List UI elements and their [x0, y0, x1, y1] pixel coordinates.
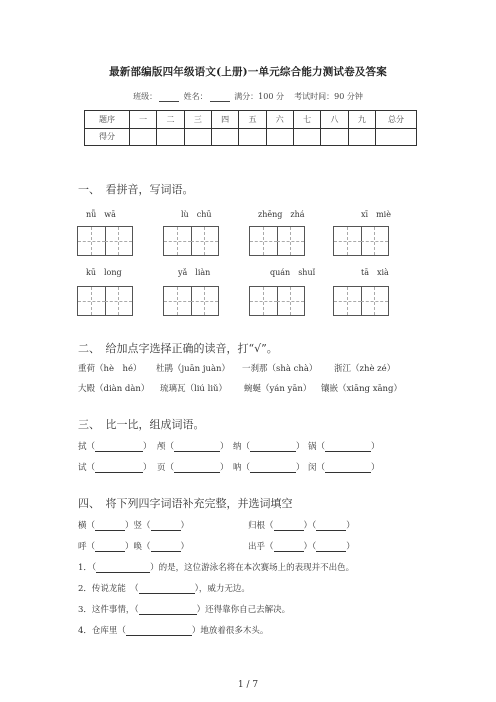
idiom-text: ）（	[303, 521, 317, 531]
reading-option[interactable]: 重荷（hè hé）	[78, 364, 142, 374]
pinyin-label: quán shuǐ	[270, 268, 316, 277]
reading-option[interactable]: 琉璃瓦（liú liǔ）	[160, 384, 228, 394]
score-cell[interactable]	[348, 128, 375, 146]
pinyin-label: kū long	[86, 268, 122, 277]
close-paren: ）	[371, 442, 380, 452]
score-cell[interactable]	[266, 128, 293, 146]
fill-question-3	[78, 603, 290, 615]
idiom-item	[78, 519, 189, 531]
pinyin-label: lù chū	[181, 210, 212, 219]
score-header-cell: 一	[130, 111, 157, 129]
answer-blank[interactable]	[250, 442, 296, 452]
pinyin-label: tā xià	[361, 268, 389, 277]
score-cell[interactable]	[157, 128, 184, 146]
answer-blank[interactable]	[316, 542, 346, 552]
answer-blank[interactable]	[95, 463, 143, 473]
compare-char: 闵（	[308, 463, 326, 473]
answer-blank[interactable]	[95, 442, 143, 452]
pinyin-label: nǚ wā	[86, 210, 116, 219]
score-cell[interactable]	[130, 128, 157, 146]
idiom-text: ）	[346, 542, 355, 552]
tianzi-grid[interactable]	[333, 226, 389, 256]
score-header-cell: 题序	[85, 111, 130, 129]
tianzi-grid[interactable]	[77, 226, 133, 256]
idiom-text: ）唤（	[125, 542, 151, 552]
tianzi-grid[interactable]	[249, 286, 305, 316]
answer-blank[interactable]	[151, 542, 181, 552]
compare-item	[233, 440, 305, 452]
answer-blank[interactable]	[250, 463, 296, 473]
tianzi-grid[interactable]	[163, 226, 219, 256]
fill-question-4	[78, 624, 268, 636]
score-cell[interactable]	[293, 128, 320, 146]
pinyin-label: zhēng zhá	[258, 210, 305, 219]
section2-heading: 二、 给加点字选择正确的读音，打“√”。	[78, 342, 278, 355]
question-text: ）的是，这位游泳名将在本次赛场上的表现并不出色。	[150, 563, 355, 573]
close-paren: ）	[296, 442, 305, 452]
reading-option[interactable]: 蜿蜒（yán yān）	[244, 384, 312, 394]
idiom-text: 出乎（	[248, 542, 274, 552]
compare-char: 呐（	[233, 463, 251, 473]
compare-item	[78, 461, 152, 473]
score-header-cell: 四	[211, 111, 238, 129]
tianzi-grid[interactable]	[249, 226, 305, 256]
compare-item	[157, 440, 229, 452]
answer-blank[interactable]	[325, 463, 371, 473]
score-table-header	[85, 111, 417, 129]
idiom-item	[248, 519, 355, 531]
score-header-cell: 七	[293, 111, 320, 129]
tianzi-grid[interactable]	[77, 286, 133, 316]
compare-item	[157, 461, 229, 473]
score-cell[interactable]	[376, 128, 417, 146]
reading-option[interactable]: 大殿（diàn dàn）	[78, 384, 150, 394]
close-paren: ）	[371, 463, 380, 473]
question-text: ）还得靠你自己去解决。	[196, 605, 291, 615]
close-paren: ）	[220, 442, 229, 452]
section3-heading: 三、 比一比，组成词语。	[78, 418, 205, 431]
section4-heading: 四、 将下列四字词语补充完整，并选词填空	[78, 497, 293, 510]
section1-heading: 一、 看拼音，写词语。	[78, 183, 194, 196]
exam-time: 考试时间：90 分钟	[294, 92, 363, 101]
answer-blank[interactable]	[126, 626, 192, 636]
name-label: 姓名：	[183, 92, 208, 101]
idiom-text: ）	[180, 542, 190, 552]
idiom-text: 归根（	[248, 521, 274, 531]
compare-item	[308, 461, 380, 473]
answer-blank[interactable]	[139, 605, 197, 615]
close-paren: ）	[220, 463, 229, 473]
score-header-cell: 八	[321, 111, 348, 129]
score-header-cell: 三	[184, 111, 211, 129]
compare-item	[308, 440, 380, 452]
score-header-cell: 九	[348, 111, 375, 129]
close-paren: ）	[143, 442, 152, 452]
answer-blank[interactable]	[325, 442, 371, 452]
answer-blank[interactable]	[95, 521, 125, 531]
answer-blank[interactable]	[139, 584, 195, 594]
compare-char: 纳（	[233, 442, 251, 452]
close-paren: ）	[296, 463, 305, 473]
tianzi-grid[interactable]	[163, 286, 219, 316]
reading-option[interactable]: 一刹那（shà chà）	[242, 364, 318, 374]
score-cell[interactable]	[184, 128, 211, 146]
reading-option[interactable]: 浙江（zhè zé）	[334, 364, 396, 374]
idiom-item	[248, 540, 355, 552]
score-table-row	[85, 128, 417, 146]
class-label: 班级：	[133, 92, 158, 101]
answer-blank[interactable]	[174, 442, 220, 452]
idiom-text: ）	[346, 521, 355, 531]
document-title: 最新部编版四年级语文(上册)一单元综合能力测试卷及答案	[109, 66, 387, 78]
reading-option[interactable]: 镶嵌（xiāng xāng）	[321, 384, 402, 394]
score-header-cell: 二	[157, 111, 184, 129]
score-table	[84, 110, 417, 146]
full-score: 满分：100 分	[234, 92, 284, 101]
compare-item	[78, 440, 152, 452]
idiom-item	[78, 540, 189, 552]
fill-question-1	[78, 561, 354, 573]
answer-blank[interactable]	[96, 563, 150, 573]
score-header-cell: 总分	[376, 111, 417, 129]
pinyin-label: xī miè	[361, 210, 391, 219]
idiom-text: ）竖（	[125, 521, 151, 531]
score-cell[interactable]	[211, 128, 238, 146]
idiom-text: ）（	[303, 542, 317, 552]
compare-char: 拭（	[78, 442, 96, 452]
answer-blank[interactable]	[274, 542, 304, 552]
answer-blank[interactable]	[274, 521, 304, 531]
score-row-label: 得分	[85, 128, 130, 146]
fill-question-2	[78, 582, 250, 594]
score-header-cell: 五	[239, 111, 266, 129]
question-text: 1．（	[78, 563, 97, 573]
question-text: ）地放着很多木头。	[191, 626, 269, 636]
idiom-text: ）	[180, 521, 190, 531]
compare-char: 锅（	[308, 442, 326, 452]
answer-blank[interactable]	[95, 542, 125, 552]
compare-char: 页（	[157, 463, 175, 473]
compare-char: 颅（	[157, 442, 175, 452]
class-blank	[159, 93, 179, 102]
score-cell[interactable]	[239, 128, 266, 146]
pinyin-label: yǎ liàn	[178, 268, 211, 277]
answer-blank[interactable]	[151, 521, 181, 531]
exam-info	[0, 91, 496, 102]
answer-blank[interactable]	[316, 521, 346, 531]
reading-option[interactable]: 杜鹃（juān juàn）	[156, 364, 231, 374]
question-text: 2．传说龙能 （	[78, 584, 139, 594]
score-header-cell: 六	[266, 111, 293, 129]
compare-char: 试（	[78, 463, 96, 473]
question-text: ），威力无边。	[194, 584, 250, 594]
question-text: 4．仓库里（	[78, 626, 126, 636]
answer-blank[interactable]	[174, 463, 220, 473]
idiom-text: 呼（	[78, 542, 96, 552]
close-paren: ）	[143, 463, 152, 473]
idiom-text: 横（	[78, 521, 96, 531]
tianzi-grid[interactable]	[333, 286, 389, 316]
page-number: 1 / 7	[237, 680, 259, 690]
question-text: 3．这件事情，（	[78, 605, 139, 615]
score-cell[interactable]	[321, 128, 348, 146]
compare-item	[233, 461, 305, 473]
name-blank	[210, 93, 230, 102]
